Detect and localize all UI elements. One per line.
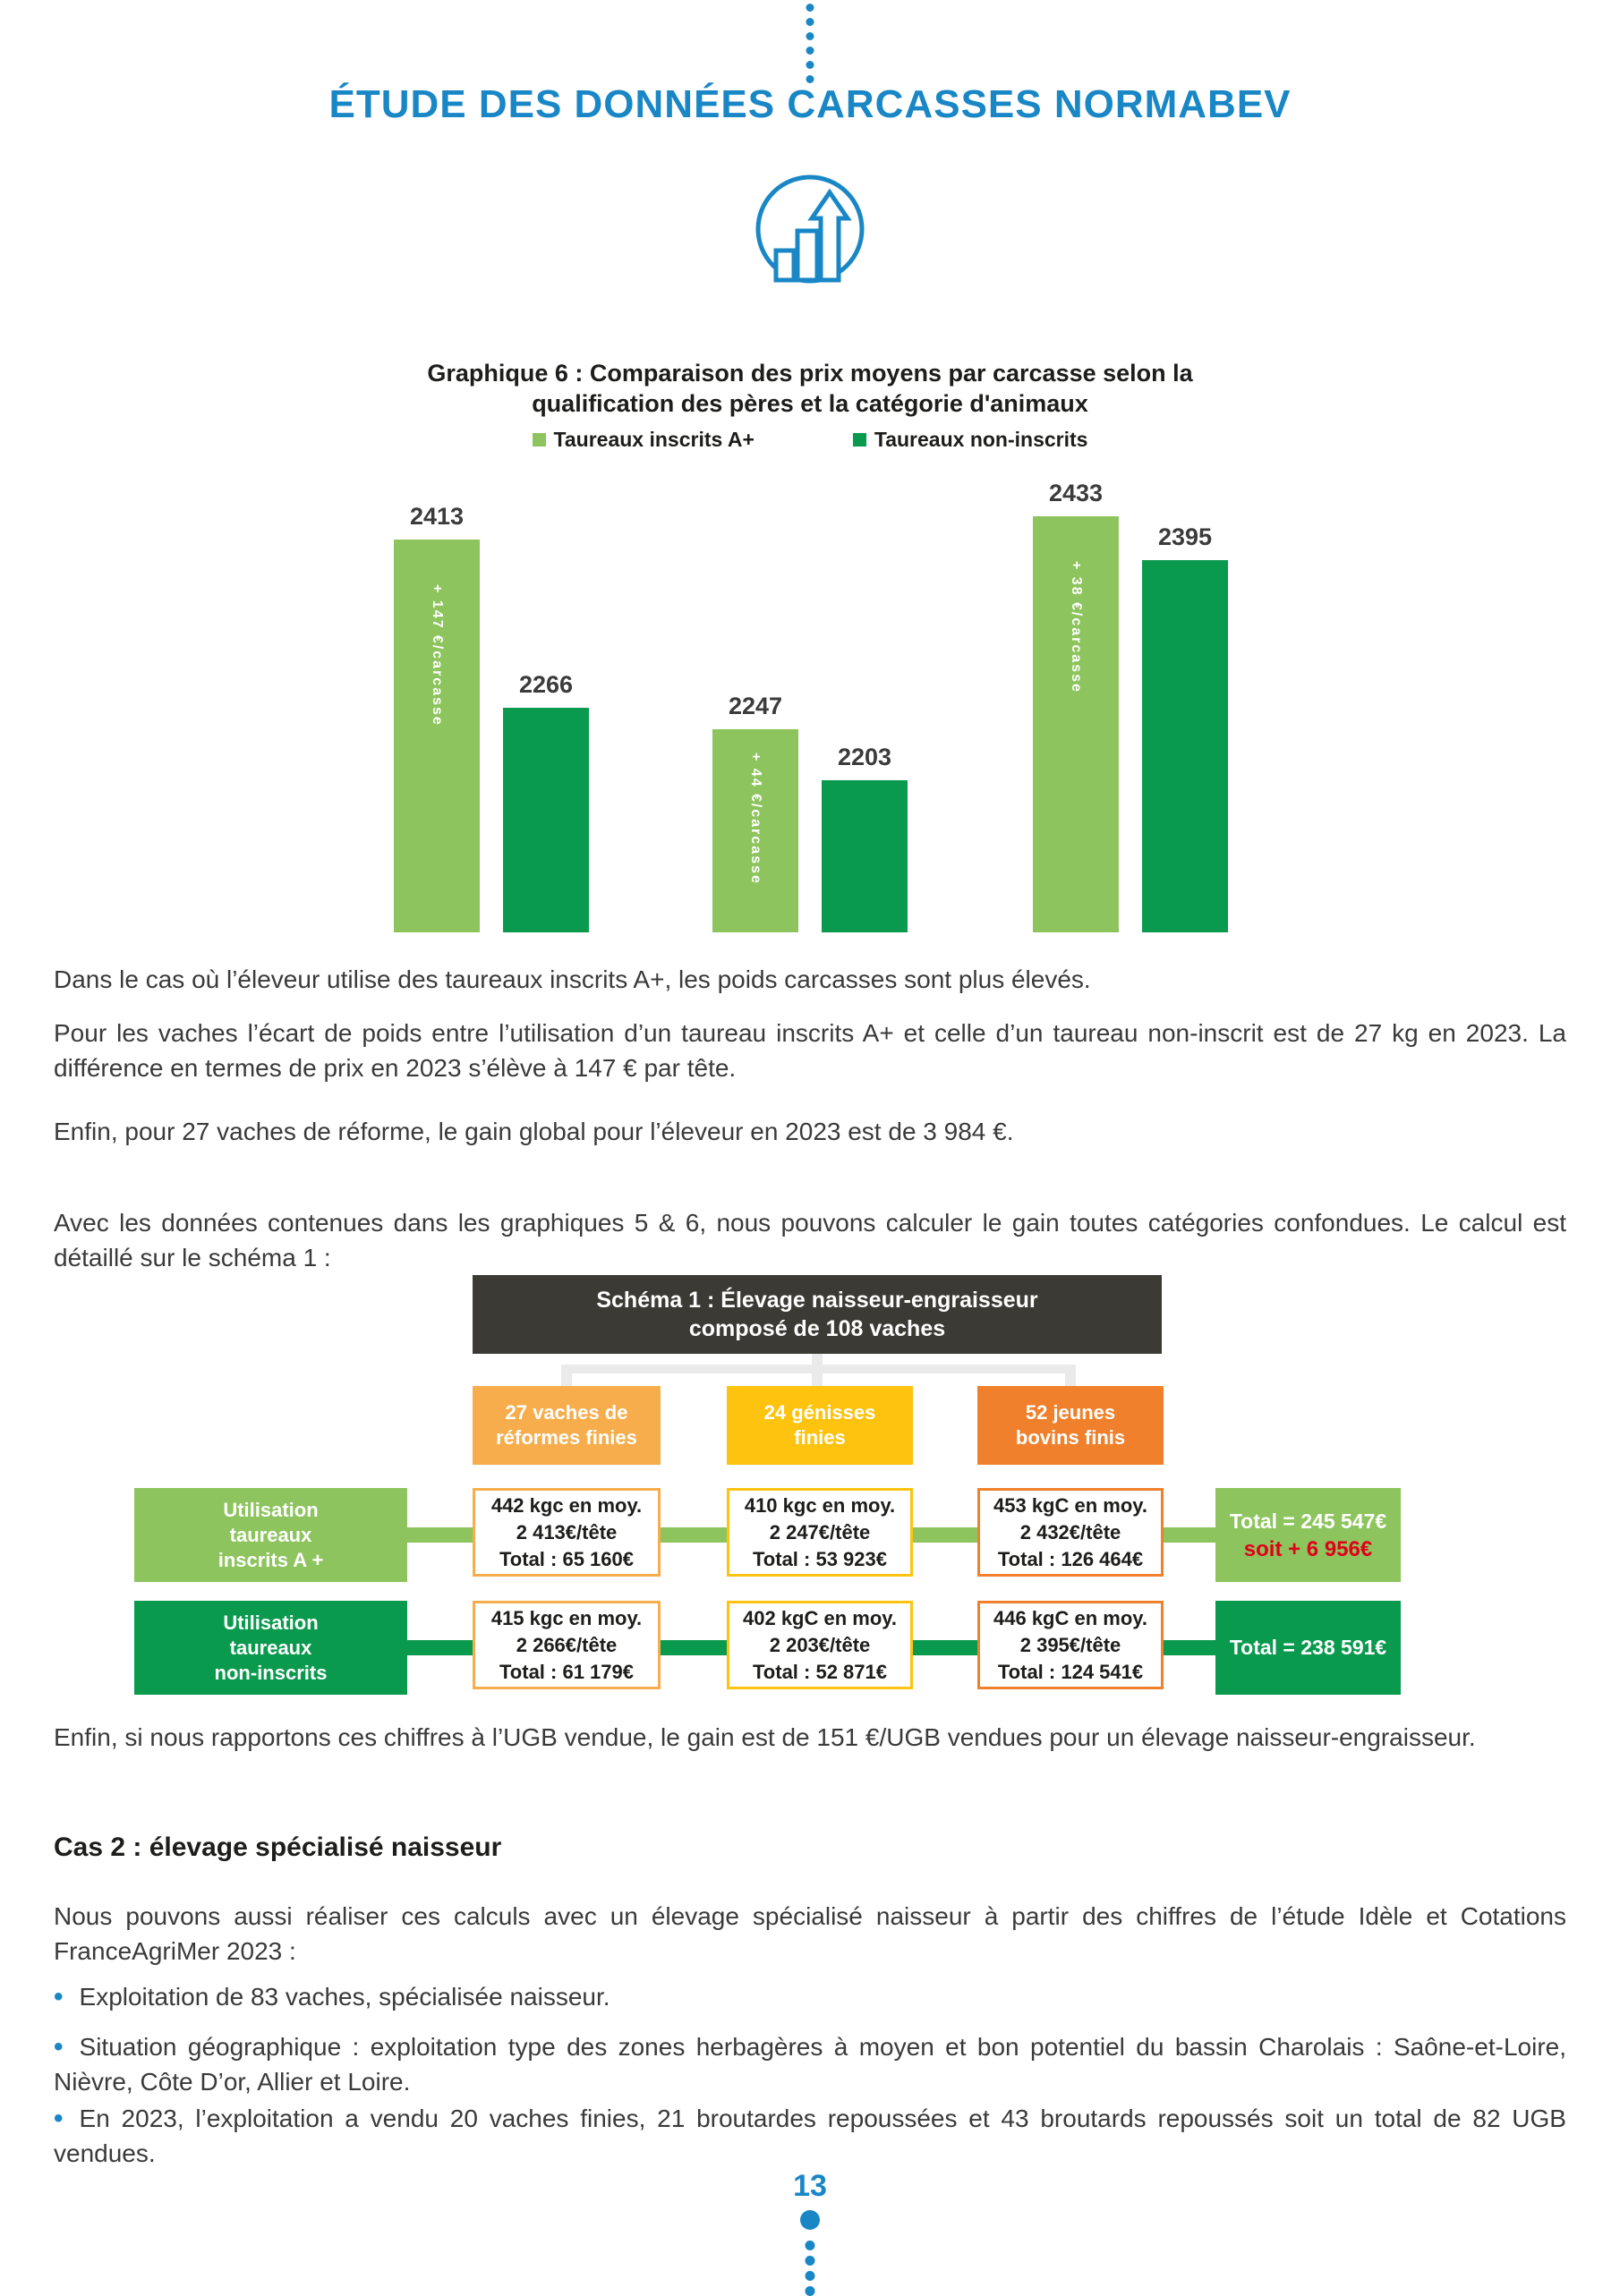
paragraph: Dans le cas où l’éleveur utilise des taureaux inscrits A+, les poids carcasses sont plus élevés. (54, 965, 1091, 993)
schema-total-box: Total = 238 591€ (1215, 1601, 1401, 1695)
bullet-item: • Situation géographique : exploitation type des zones herbagères à moyen et bon potentiel du bassin Charolais : Saône-et-Loire, Nièvre, Côte D’or, Allier et Loire. (54, 2032, 1566, 2096)
page-title: ÉTUDE DES DONNÉES CARCASSES NORMABEV (328, 82, 1292, 126)
bar-annotation: + 38 €/carcasse (1069, 561, 1084, 693)
paragraph: Pour les vaches l’écart de poids entre l’utilisation d’un taureau inscrits A+ et celle d’un taureau non-inscrit est de 27 kg en 2023. La différence en termes de prix en 2023 s’élève à 147 € par tête. (54, 1019, 1566, 1082)
bullet-item: • En 2023, l’exploitation a vendu 20 vaches finies, 21 broutardes repoussées et 43 broutards repoussés soit un total de 82 UGB vendues. (54, 2104, 1566, 2167)
legend-swatch-inscrits (533, 433, 546, 446)
bar-value-label: 2266 (518, 671, 574, 698)
schema-row-label: Utilisation taureaux non-inscrits (134, 1601, 407, 1695)
growth-chart-icon (751, 172, 869, 294)
schema-data-cell: 415 kgc en moy. 2 266€/tête Total : 61 179€ (473, 1601, 661, 1689)
chart-bar (1142, 560, 1228, 932)
chart-bar (1033, 516, 1119, 932)
chart-legend (0, 428, 1620, 452)
legend-swatch-non-inscrits (853, 433, 866, 446)
chart-title: Graphique 6 : Comparaison des prix moyens par carcasse selon la qualification des pères et la catégorie d'animaux (427, 360, 1193, 417)
schema-data-cell: 410 kgc en moy. 2 247€/tête Total : 53 923€ (727, 1488, 913, 1577)
schema-row (0, 1488, 1620, 1582)
bullet-icon: • (54, 1982, 64, 2011)
schema-category-box: 52 jeunes bovins finis (977, 1386, 1164, 1465)
schema-category-box: 24 génisses finies (727, 1386, 913, 1465)
legend-item-inscrits: Taureaux inscrits A+ (533, 428, 755, 452)
schema-row (0, 1601, 1620, 1695)
schema-row-label: Utilisation taureaux inscrits A + (134, 1488, 407, 1582)
bar-value-label: 2395 (1157, 523, 1213, 550)
schema-diagram (0, 1275, 1620, 1696)
bullet-icon: • (54, 2032, 64, 2062)
bar-annotation: + 44 €/carcasse (748, 753, 763, 885)
bar-annotation: + 147 €/carcasse (430, 584, 445, 727)
schema-data-cell: 402 kgC en moy. 2 203€/tête Total : 52 871€ (727, 1601, 913, 1689)
schema-total-box: Total = 245 547€ soit + 6 956€ (1215, 1488, 1401, 1582)
bar-chart (394, 480, 1226, 932)
bullet-item: • Exploitation de 83 vaches, spécialisée naisseur. (54, 1982, 610, 2011)
paragraph: Enfin, si nous rapportons ces chiffres à l’UGB vendue, le gain est de 151 €/UGB vendues pour un élevage naisseur-engraisseur. (54, 1723, 1476, 1751)
paragraph: Enfin, pour 27 vaches de réforme, le gain global pour l’éleveur en 2023 est de 3 984 €. (54, 1118, 1014, 1145)
legend-item-non-inscrits: Taureaux non-inscrits (853, 428, 1088, 452)
page-number: 13 (793, 2169, 827, 2203)
paragraph: Avec les données contenues dans les graphiques 5 & 6, nous pouvons calculer le gain toutes catégories confondues. Le calcul est détaillé sur le schéma 1 : (54, 1209, 1566, 1271)
schema-title-box: Schéma 1 : Élevage naisseur-engraisseur composé de 108 vaches (473, 1275, 1162, 1354)
chart-bar (503, 708, 589, 932)
schema-data-cell: 446 kgC en moy. 2 395€/tête Total : 124 541€ (977, 1601, 1164, 1689)
bar-value-label: 2203 (837, 744, 892, 770)
chart-bar (712, 729, 798, 932)
chart-bar (822, 780, 908, 932)
chart-bar (394, 540, 480, 932)
bar-value-label: 2247 (728, 693, 783, 719)
schema-total-gain: soit + 6 956€ (1243, 1536, 1373, 1561)
section-heading: Cas 2 : élevage spécialisé naisseur (54, 1833, 502, 1862)
schema-category-box: 27 vaches de réformes finies (473, 1386, 661, 1465)
schema-data-cell: 442 kgc en moy. 2 413€/tête Total : 65 160€ (473, 1488, 661, 1577)
bullet-icon: • (54, 2104, 64, 2133)
bar-value-label: 2413 (409, 503, 465, 530)
schema-data-cell: 453 kgC en moy. 2 432€/tête Total : 126 464€ (977, 1488, 1164, 1577)
paragraph: Nous pouvons aussi réaliser ces calculs avec un élevage spécialisé naisseur à partir des chiffres de l’étude Idèle et Cotations FranceAgriMer 2023 : (54, 1902, 1566, 1965)
bar-value-label: 2433 (1048, 480, 1104, 506)
